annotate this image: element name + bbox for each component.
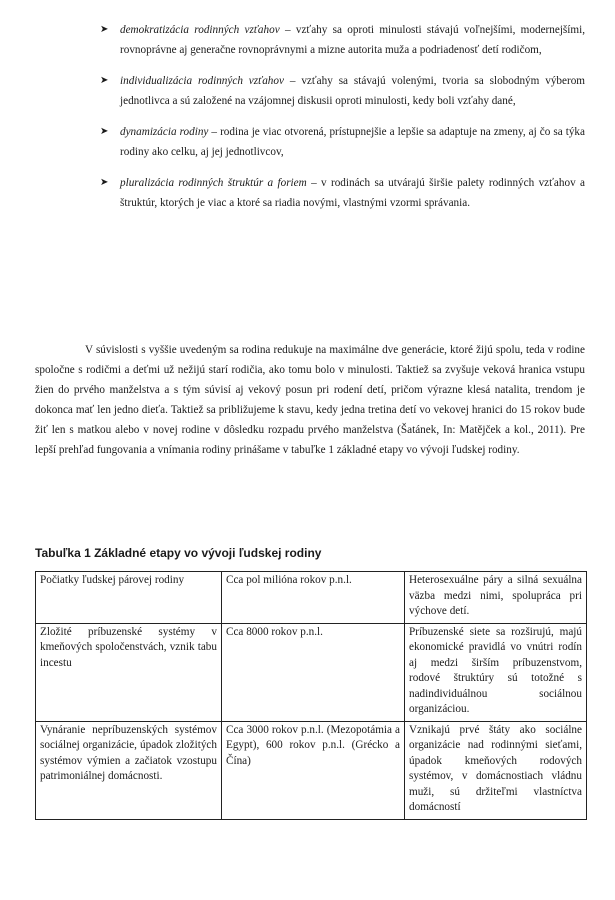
list-item (100, 122, 585, 162)
bullet-term: pluralizácia rodinných štruktúr a foriem (120, 177, 307, 189)
bullet-term: demokratizácia rodinných vzťahov (120, 24, 280, 36)
arrow-bullet-icon: ➤ (100, 75, 109, 86)
bullet-text: – v rodinách sa utvárajú širšie palety rodinných vzťahov a štruktúr, ktorých je viac a ktoré sa riadia novými, vlastnými vzormi správania. (120, 177, 585, 209)
arrow-bullet-icon: ➤ (100, 177, 109, 188)
arrow-bullet-icon: ➤ (100, 126, 109, 137)
bullet-text: – vzťahy sa oproti minulosti stávajú voľnejšími, modernejšími, rovnoprávne aj generačne rovnoprávnymi a mizne autorita muža a podriadenosť detí rodičom, (120, 24, 585, 56)
bullet-list (100, 20, 585, 224)
table-cell: Heterosexuálne páry a silná sexuálna väzba medzi nimi, spolupráca pri výchove detí. (405, 572, 587, 624)
table-row (36, 721, 587, 819)
table-row (36, 623, 587, 721)
bullet-term: dynamizácia rodiny (120, 126, 209, 138)
stages-table (35, 571, 587, 820)
body-paragraph: V súvislosti s vyššie uvedeným sa rodina redukuje na maximálne dve generácie, ktoré žijú spolu, teda v rodine spoločne s rodičmi a deťmi už nežijú starí rodičia, ako tomu bolo v minulosti. Taktiež sa zvyšuje veková hranica vstupu žien do prvého manželstva a s tým súvisí aj vekový posun pri rodení detí, pričom výrazne klesá natalita, trendom je dokonca mať len jedno dieťa. Taktiež sa približujeme k stavu, kedy jedna tretina detí vo vekovej hranici do 15 rokov bude žiť len s matkou alebo v novej rodine v dôsledku rozpadu prvého manželstva (Šatánek, In: Matějček a kol., 2011). Pre lepší prehľad fungovania a vnímania rodiny prinášame v tabuľke 1 základné etapy vo vývoji ľudskej rodiny. (35, 344, 585, 456)
table-cell: Cca pol milióna rokov p.n.l. (222, 572, 405, 624)
list-item (100, 173, 585, 213)
bullet-term: individualizácia rodinných vzťahov (120, 75, 284, 87)
bullet-text: – rodina je viac otvorená, prístupnejšie a lepšie sa adaptuje na zmeny, aj čo sa týka rodiny ako celku, aj jej jednotlivcov, (120, 126, 585, 158)
table-cell: Zložité príbuzenské systémy v kmeňových spoločenstvách, vznik tabu incestu (36, 623, 222, 721)
table-cell: Počiatky ľudskej párovej rodiny (36, 572, 222, 624)
table-cell: Cca 3000 rokov p.n.l. (Mezopotámia a Egypt), 600 rokov p.n.l. (Grécko a Čína) (222, 721, 405, 819)
bullet-text: – vzťahy sa stávajú volenými, tvoria sa slobodným výberom jednotlivca a sú založené na vzájomnej diskusii oproti minulosti, kedy boli vzťahy dané, (120, 75, 585, 107)
table-row (36, 572, 587, 624)
list-item (100, 71, 585, 111)
table-cell: Cca 8000 rokov p.n.l. (222, 623, 405, 721)
table-cell: Príbuzenské siete sa rozširujú, majú ekonomické pravidlá vo vnútri rodín aj medzi širším príbuzenstvom, rodové štruktúry sú totožné s nadindividuálnou sociálnou organizáciou. (405, 623, 587, 721)
table-cell: Vznikajú prvé štáty ako sociálne organizácie nad rodinnými sieťami, úpadok kmeňových rodových systémov, v domácnostiach vládnu muži, sú držiteľmi vlastníctva domácností (405, 721, 587, 819)
table-caption: Tabuľka 1 Základné etapy vo vývoji ľudskej rodiny (35, 546, 322, 560)
table-cell: Vynáranie nepríbuzenských systémov sociálnej organizácie, úpadok zložitých systémov výmien a začiatok vzostupu patrimoniálnej domácnosti. (36, 721, 222, 819)
arrow-bullet-icon: ➤ (100, 24, 109, 35)
list-item (100, 20, 585, 60)
